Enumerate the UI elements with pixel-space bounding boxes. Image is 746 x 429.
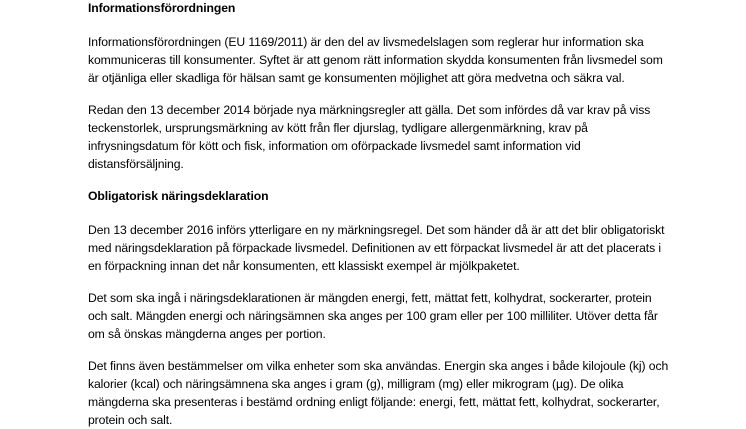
paragraph-3: [88, 221, 668, 275]
paragraph-line: med näringsdeklaration på förpackade livsmedel. Definitionen av ett förpackat livsmedel är att det placerats i: [88, 241, 661, 255]
paragraph-line: Redan den 13 december 2014 började nya märkningsregler att gälla. Det som infördes då var krav på viss: [88, 103, 651, 117]
paragraph-line: och salt. Mängden energi och näringsämnen ska anges per 100 gram eller per 100 milliliter. Utöver detta får: [88, 309, 658, 323]
paragraph-line: Det som ska ingå i näringsdeklarationen är mängden energi, fett, mättat fett, kolhydrat, sockerarter, protein: [88, 291, 652, 305]
heading-obligatorisk-naringsdeklaration: Obligatorisk näringsdeklaration: [88, 189, 269, 203]
paragraph-line: protein och salt.: [88, 413, 173, 427]
document-page: [88, 0, 668, 429]
paragraph-line: Den 13 december 2016 införs ytterligare en ny märkningsregel. Det som händer då är att det blir obligatoriskt: [88, 223, 665, 237]
paragraph-line: kalorier (kcal) och näringsämnena ska anges i gram (g), milligram (mg) eller mikrogram (µg). De olika: [88, 377, 624, 391]
paragraph-line: om så önskas mängderna anges per portion.: [88, 327, 326, 341]
paragraph-line: mängderna ska presenteras i bestämd ordning enligt följande: energi, fett, mättat fett, kolhydrat, sockerarter,: [88, 395, 660, 409]
paragraph-line: Det finns även bestämmelser om vilka enheter som ska användas. Energin ska anges i både kilojoule (kj) och: [88, 359, 669, 373]
paragraph-4: [88, 289, 668, 343]
paragraph-line: infrysningsdatum för kött och fisk, information om oförpackade livsmedel samt information vid: [88, 139, 581, 153]
paragraph-line: är otjänliga eller skadliga för hälsan samt ge konsumenten möjlighet att göra medvetna och säkra val.: [88, 71, 625, 85]
paragraph-5: [88, 357, 668, 429]
paragraph-1: [88, 33, 668, 87]
paragraph-2: [88, 101, 668, 173]
heading-informationsforordningen: Informationsförordningen: [88, 1, 236, 15]
paragraph-line: Informationsförordningen (EU 1169/2011) är den del av livsmedelslagen som reglerar hur information ska: [88, 35, 644, 49]
paragraph-line: kommuniceras till konsumenter. Syftet är att genom rätt information skydda konsumenten från livsmedel som: [88, 53, 663, 67]
paragraph-line: distansförsäljning.: [88, 157, 184, 171]
paragraph-line: en förpackning innan det når konsumenten, ett klassiskt exempel är mjölkpaketet.: [88, 259, 520, 273]
paragraph-line: teckenstorlek, ursprungsmärkning av kött från fler djurslag, tydligare allergenmärkning, krav på: [88, 121, 588, 135]
